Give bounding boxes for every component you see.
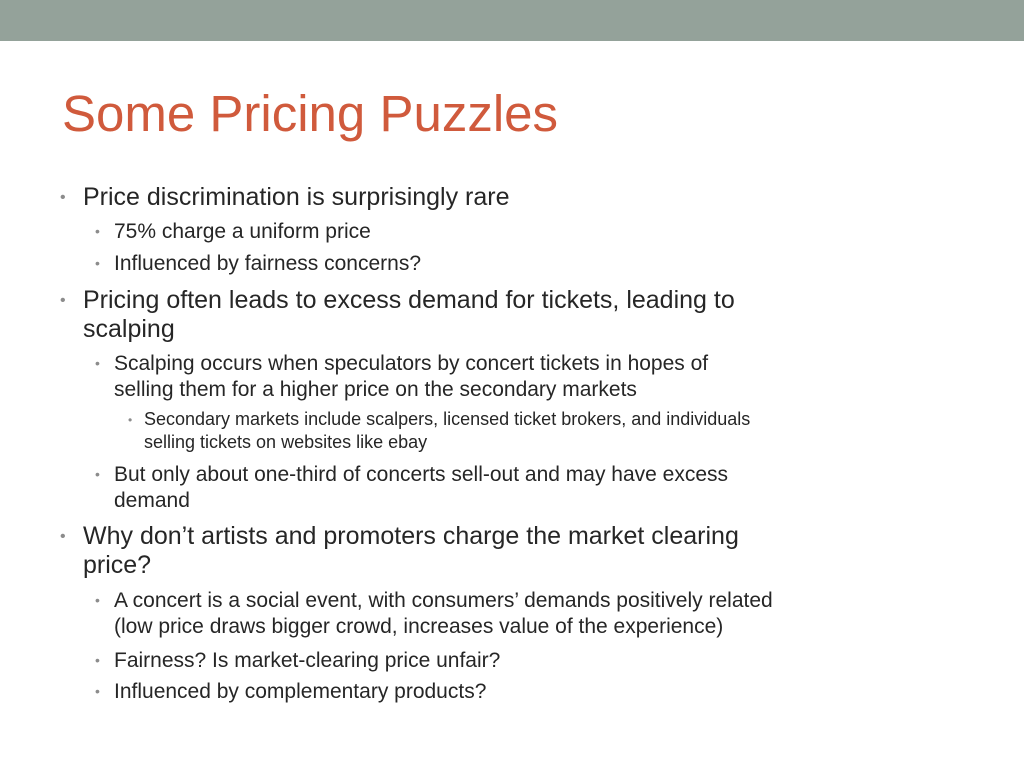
bullet-text: 75% charge a uniform price xyxy=(114,220,371,243)
bullet-text: Fairness? Is market-clearing price unfair? xyxy=(114,649,501,672)
bullet-text: Pricing often leads to excess demand for tickets, leading to xyxy=(83,286,735,314)
slide-title: Some Pricing Puzzles xyxy=(62,85,559,142)
bullet-marker: • xyxy=(95,683,100,699)
bullet-text: Influenced by complementary products? xyxy=(114,680,487,703)
bullet-text-continued: demand xyxy=(114,489,190,512)
bullet-text-continued: selling tickets on websites like ebay xyxy=(144,432,428,452)
bullet-text-continued: selling them for a higher price on the secondary markets xyxy=(114,378,637,401)
bullet-text: A concert is a social event, with consumers’ demands positively related xyxy=(114,589,773,612)
bullet-marker: • xyxy=(95,466,100,482)
bullet-marker: • xyxy=(95,652,100,668)
bullet-text: Influenced by fairness concerns? xyxy=(114,252,422,275)
bullet-text-continued: (low price draws bigger crowd, increases value of the experience) xyxy=(114,615,724,638)
bullet-marker: • xyxy=(60,292,66,309)
bullet-text-continued: scalping xyxy=(83,315,175,343)
bullet-text: Why don’t artists and promoters charge the market clearing xyxy=(83,522,739,550)
bullet-text: But only about one-third of concerts sell-out and may have excess xyxy=(114,463,729,486)
bullet-marker: • xyxy=(95,355,100,371)
bullet-text: Secondary markets include scalpers, licensed ticket brokers, and individuals xyxy=(144,409,751,429)
bullet-text-continued: price? xyxy=(83,551,152,579)
bullet-marker: • xyxy=(95,255,100,271)
bullet-marker: • xyxy=(128,413,133,427)
bullet-text: Price discrimination is surprisingly rare xyxy=(83,183,510,211)
bullet-marker: • xyxy=(60,528,66,545)
bullet-marker: • xyxy=(60,189,66,206)
bullet-text: Scalping occurs when speculators by concert tickets in hopes of xyxy=(114,352,709,375)
bullet-marker: • xyxy=(95,223,100,239)
bullet-marker: • xyxy=(95,592,100,608)
